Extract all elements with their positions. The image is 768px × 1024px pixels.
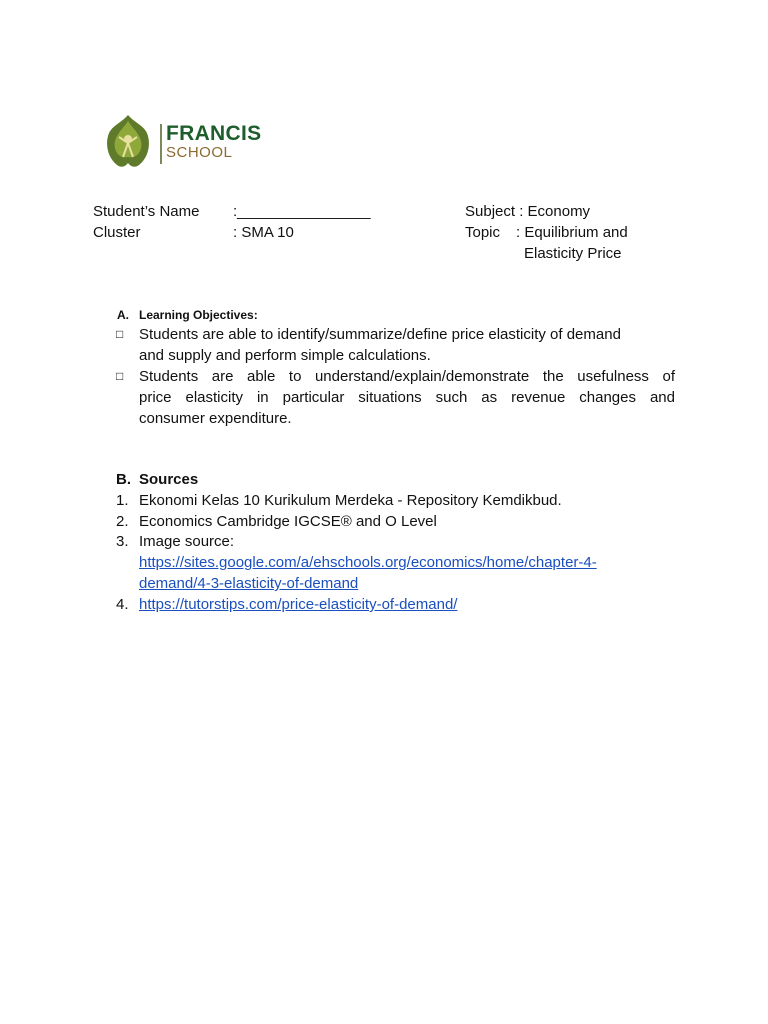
logo-divider — [160, 124, 162, 164]
student-name-label: Student’s Name — [93, 203, 200, 220]
topic-value-line2: Elasticity Price — [524, 245, 622, 262]
objective-2-line3: consumer expenditure. — [139, 410, 292, 427]
logo-text-school: SCHOOL — [166, 144, 233, 161]
topic-label: Topic — [465, 224, 501, 241]
source-3-link-line2[interactable]: demand/4-3-elasticity-of-demand — [139, 575, 359, 592]
source-3-number: 3. — [116, 533, 129, 550]
section-a-title: Learning Objectives: — [139, 308, 258, 322]
source-1-number: 1. — [116, 492, 129, 509]
subject: Subject : Economy — [465, 203, 591, 220]
source-1-text: Ekonomi Kelas 10 Kurikulum Merdeka - Repository Kemdikbud. — [139, 492, 562, 509]
section-a-marker: A. — [117, 308, 129, 322]
source-2-number: 2. — [116, 513, 129, 530]
cluster-label: Cluster — [93, 224, 141, 241]
objective-1-line1: Students are able to identify/summarize/define price elasticity of demand — [139, 326, 621, 343]
checkbox-bullet-icon: □ — [116, 327, 124, 341]
checkbox-bullet-icon: □ — [116, 369, 124, 383]
section-b-marker: B. — [116, 471, 131, 488]
source-3-text: Image source: — [139, 533, 235, 550]
objective-2-line1: Students are able to understand/explain/demonstrate the usefulness of — [139, 368, 675, 385]
source-4-link[interactable]: https://tutorstips.com/price-elasticity-of-demand/ — [139, 596, 458, 613]
source-4-number: 4. — [116, 596, 129, 613]
student-name-field[interactable]: :________________ — [233, 203, 371, 220]
objective-1-line2: and supply and perform simple calculations. — [139, 347, 431, 364]
school-crest-icon — [103, 113, 153, 169]
objective-2-line2: price elasticity in particular situations such as revenue changes and — [139, 389, 675, 406]
section-b-title: Sources — [139, 471, 199, 488]
logo-text-francis: FRANCIS — [166, 122, 262, 145]
source-3-link-line1[interactable]: https://sites.google.com/a/ehschools.org/economics/home/chapter-4- — [139, 554, 597, 571]
source-2-text: Economics Cambridge IGCSE® and O Level — [139, 513, 437, 530]
topic-value-line1: : Equilibrium and — [516, 224, 628, 241]
cluster-value: : SMA 10 — [233, 224, 294, 241]
